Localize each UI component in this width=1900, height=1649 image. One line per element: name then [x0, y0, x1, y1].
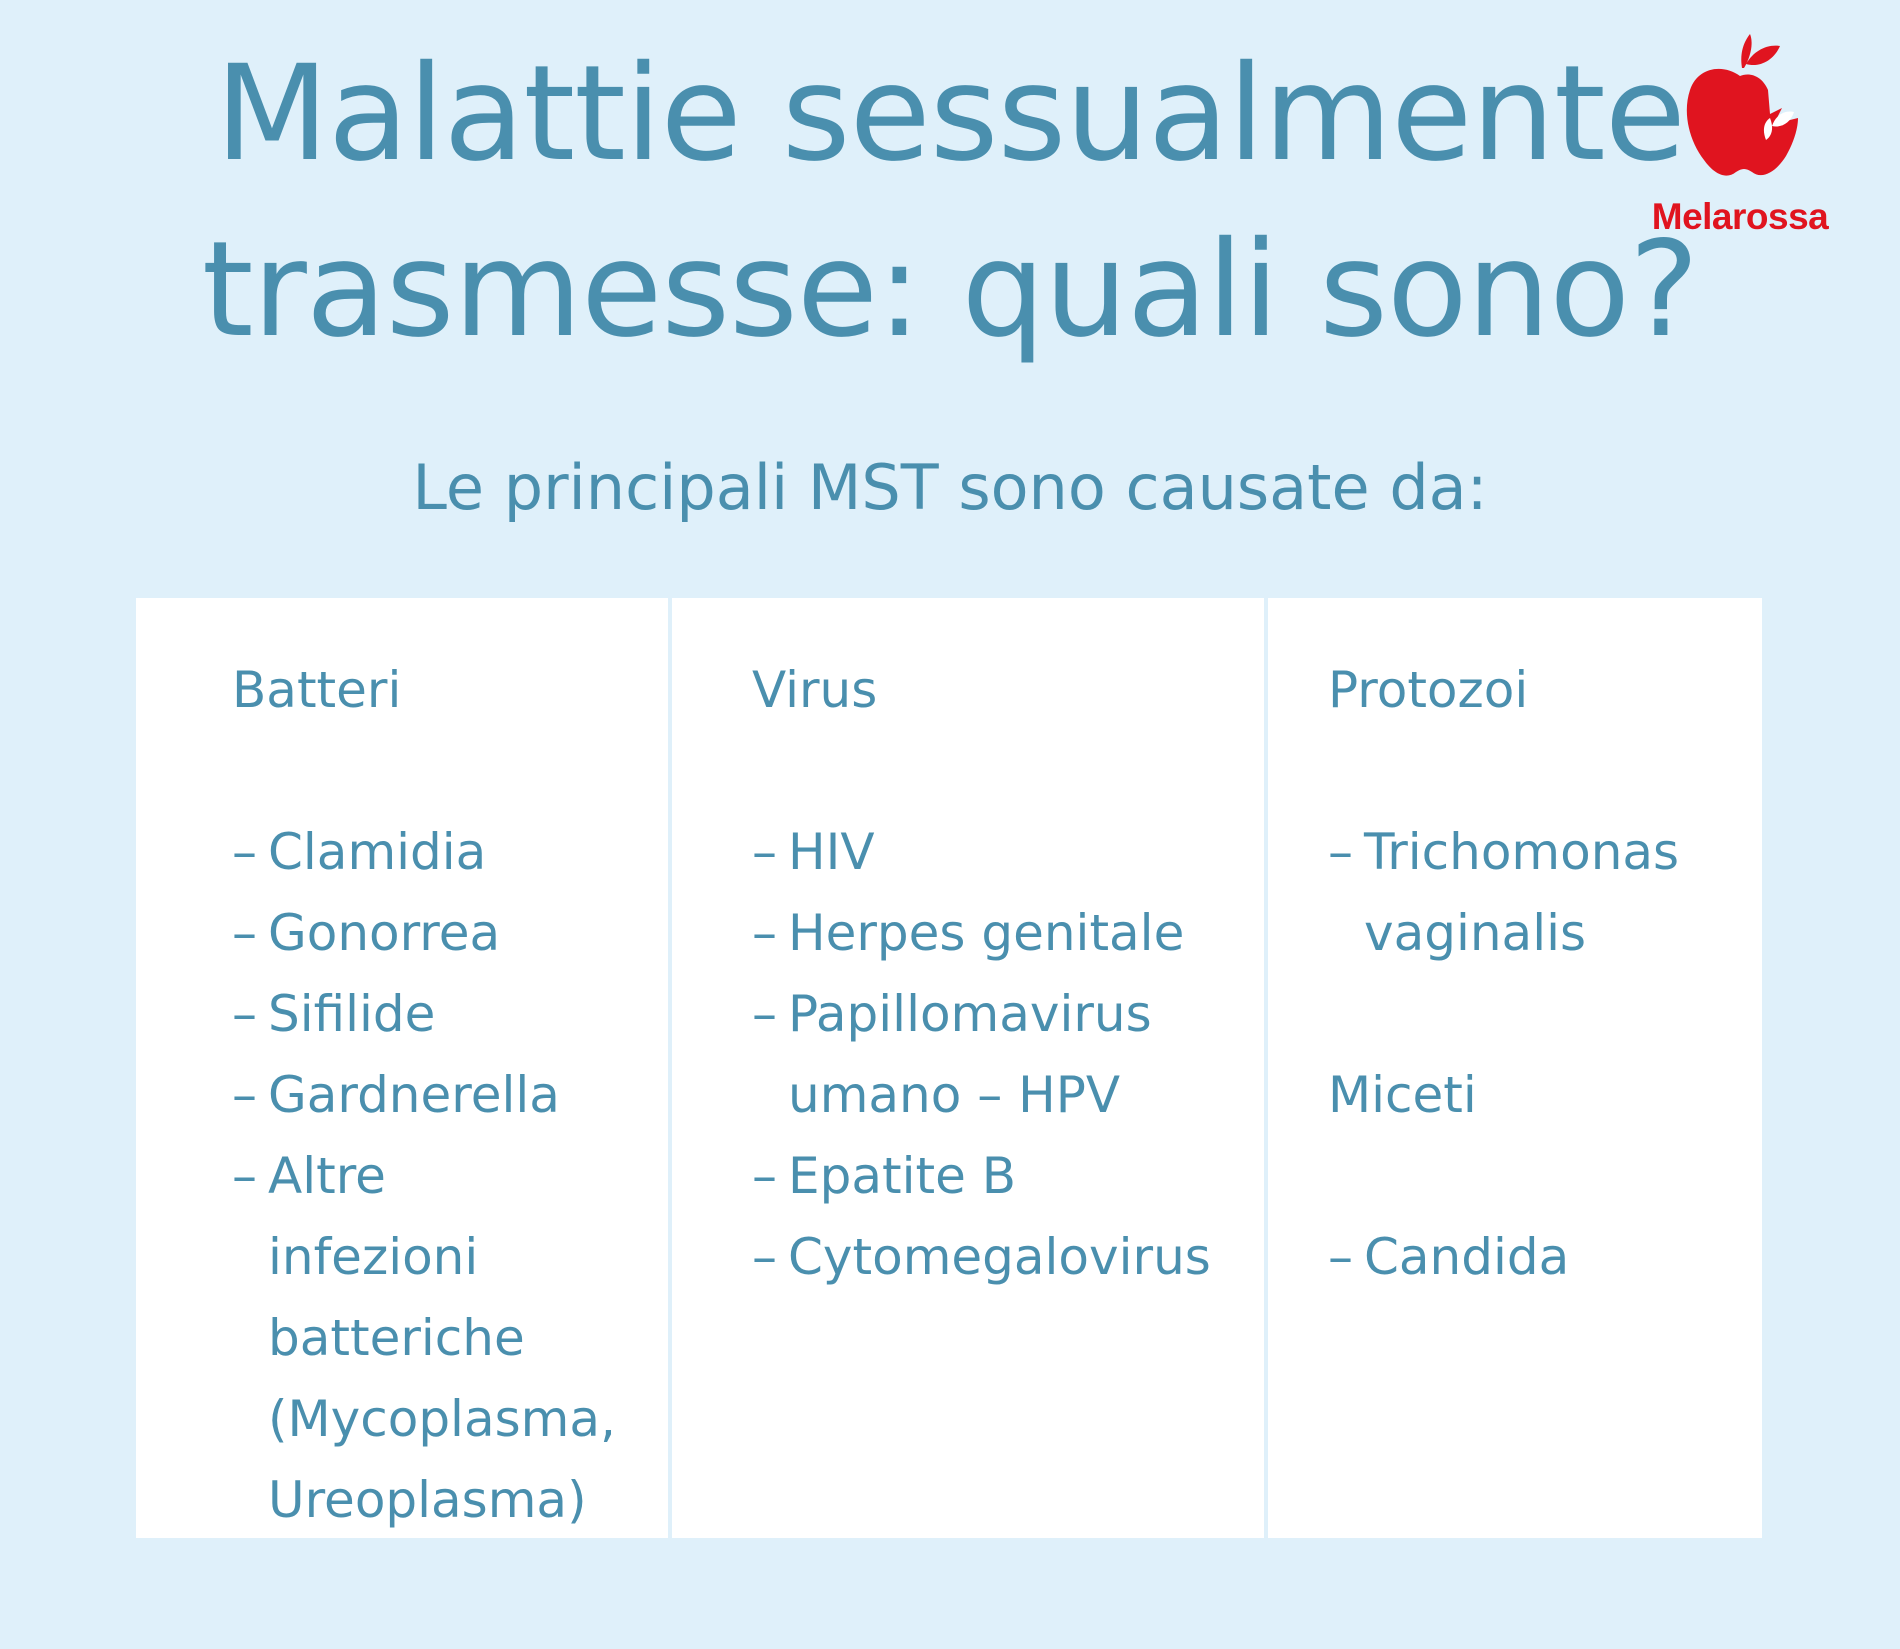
apple-icon — [1680, 30, 1800, 190]
list-item: – Papillomavirus umano – HPV — [752, 985, 1152, 1124]
column-divider — [1264, 598, 1268, 1538]
column-batteri — [232, 650, 652, 1541]
heading-protozoi: Protozoi — [1328, 661, 1529, 719]
heading-batteri: Batteri — [232, 661, 402, 719]
list-item: – Sifilide — [232, 985, 436, 1043]
column-divider — [668, 598, 672, 1538]
title-line-2: trasmesse: quali sono? — [201, 213, 1699, 367]
list-item: – Epatite B — [752, 1147, 1017, 1205]
column-virus — [752, 650, 1232, 1298]
list-item: – Herpes genitale — [752, 904, 1185, 962]
list-item: – Gonorrea — [232, 904, 501, 962]
list-item: – Trichomonas vaginalis — [1328, 823, 1680, 962]
page-title — [0, 26, 1900, 378]
list-item: – Gardnerella — [232, 1066, 560, 1124]
subtitle: Le principali MST sono causate da: — [412, 451, 1488, 524]
melarossa-logo — [1640, 30, 1840, 240]
heading-miceti: Miceti — [1328, 1066, 1477, 1124]
list-item: – Candida — [1328, 1228, 1570, 1286]
logo-text: Melarossa — [1651, 196, 1829, 237]
column-protozoi-miceti — [1328, 650, 1738, 1298]
title-line-1: Malattie sessualmente — [215, 37, 1685, 191]
list-item: – Cytomegalovirus — [752, 1228, 1211, 1286]
list-item: – Clamidia — [232, 823, 487, 881]
list-item: – HIV — [752, 823, 875, 881]
list-item: – Altre infezioni batteriche (Mycoplasma, Ureoplasma) — [232, 1147, 616, 1529]
heading-virus: Virus — [752, 661, 878, 719]
mst-table — [136, 598, 1762, 1538]
